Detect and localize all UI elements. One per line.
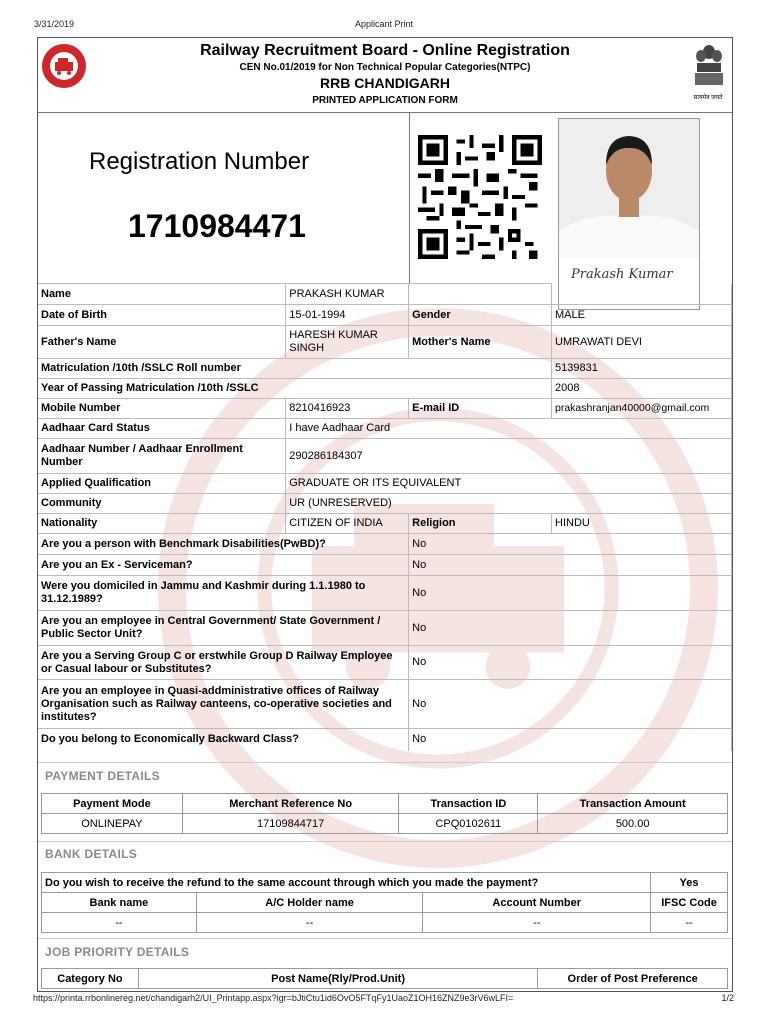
- table-row: [38, 326, 732, 359]
- aadhaar-status-value: I have Aadhaar Card: [286, 419, 732, 439]
- holder-name-value: --: [196, 913, 423, 933]
- father-name-value: HARESH KUMAR SINGH: [286, 326, 409, 359]
- table-row: [38, 419, 732, 439]
- table-row: [42, 794, 728, 814]
- table-row: [38, 359, 732, 379]
- name-value: PRAKASH KUMAR: [286, 284, 409, 305]
- aadhaar-number-label: Aadhaar Number / Aadhaar Enrollment Number: [38, 439, 286, 474]
- emblem-motto: सत्यमेव जयते: [693, 95, 723, 101]
- bank-name-value: --: [42, 913, 197, 933]
- print-title: Applicant Print: [354, 19, 414, 29]
- nationality-label: Nationality: [38, 514, 286, 534]
- page-url: https://printa.rrbonlinereg.net/chandigarh2/UI_Printapp.aspx?igr=bJtiCtu1id6OvO5FTqFy1UaoZ1OH16ZNZ9e3rV6wLFI=: [33, 993, 514, 1003]
- roll-number-label: Matriculation /10th /SSLC Roll number: [38, 359, 552, 379]
- print-date: 3/31/2019: [34, 19, 75, 29]
- table-row: [38, 555, 732, 576]
- table-row: [42, 969, 728, 989]
- table-row: [42, 814, 728, 834]
- quasi-employee-question: Are you an employee in Quasi-addministrative offices of Railway Organisation such as Railway canteens, co-operative societies and institutes?: [38, 680, 409, 729]
- transaction-amount-value: 500.00: [538, 814, 728, 834]
- table-row: [38, 494, 732, 514]
- jk-domicile-answer: No: [409, 576, 732, 611]
- bank-section-band: [38, 841, 732, 864]
- religion-label: Religion: [409, 514, 552, 534]
- transaction-id-value: CPQ0102611: [399, 814, 538, 834]
- category-no-header: Category No: [42, 969, 139, 989]
- ex-serviceman-answer: No: [409, 555, 732, 576]
- registration-label: Registration Number: [89, 148, 310, 175]
- job-priority-heading: JOB PRIORITY DETAILS: [45, 945, 190, 959]
- table-row: [38, 399, 732, 419]
- govt-employee-question: Are you an employee in Central Government/ State Government / Public Sector Unit?: [38, 611, 409, 646]
- aadhaar-status-label: Aadhaar Card Status: [38, 419, 286, 439]
- aadhaar-number-value: 290286184307: [286, 439, 732, 474]
- mobile-label: Mobile Number: [38, 399, 286, 419]
- account-number-header: Account Number: [423, 893, 651, 913]
- table-row: [38, 646, 732, 680]
- form-header: [38, 38, 732, 113]
- gender-label: Gender: [409, 305, 552, 326]
- registration-box: [38, 113, 410, 283]
- national-emblem-icon: [692, 42, 726, 92]
- ebc-question: Do you belong to Economically Backward Class?: [38, 729, 409, 751]
- dob-value: 15-01-1994: [286, 305, 409, 326]
- post-name-header: Post Name(Rly/Prod.Unit): [138, 969, 537, 989]
- ex-serviceman-question: Are you an Ex - Serviceman?: [38, 555, 409, 576]
- bank-table: [41, 872, 728, 933]
- form-subtitle: CEN No.01/2019 for Non Technical Popular Categories(NTPC): [239, 62, 531, 73]
- passing-year-label: Year of Passing Matriculation /10th /SSLC: [38, 379, 552, 399]
- qualification-label: Applied Qualification: [38, 474, 286, 494]
- board-name: RRB CHANDIGARH: [320, 75, 450, 91]
- refund-answer: Yes: [651, 873, 728, 893]
- table-row: [38, 474, 732, 494]
- jk-domicile-question: Were you domiciled in Jammu and Kashmir during 1.1.1980 to 31.12.1989?: [38, 576, 409, 611]
- payment-mode-value: ONLINEPAY: [42, 814, 183, 834]
- applicant-photo-icon: [559, 119, 699, 259]
- ifsc-value: --: [651, 913, 728, 933]
- form-type: PRINTED APPLICATION FORM: [312, 95, 458, 106]
- email-value: prakashranjan40000@gmail.com: [552, 399, 732, 419]
- form-title: Railway Recruitment Board - Online Registration: [200, 42, 570, 59]
- table-row: [42, 873, 728, 893]
- account-number-value: --: [423, 913, 651, 933]
- gender-value: MALE: [552, 305, 732, 326]
- email-label: E-mail ID: [409, 399, 552, 419]
- ebc-answer: No: [409, 729, 732, 751]
- applicant-details-table: [38, 283, 732, 751]
- table-row: [38, 729, 732, 751]
- dob-label: Date of Birth: [38, 305, 286, 326]
- job-priority-table: [41, 968, 728, 989]
- passing-year-value: 2008: [552, 379, 732, 399]
- payment-heading: PAYMENT DETAILS: [45, 769, 160, 783]
- transaction-id-header: Transaction ID: [399, 794, 538, 814]
- applicant-signature: Prakash Kumar: [571, 267, 673, 282]
- table-row: [38, 305, 732, 326]
- payment-mode-header: Payment Mode: [42, 794, 183, 814]
- table-row: [38, 379, 732, 399]
- quasi-employee-answer: No: [409, 680, 732, 729]
- table-row: [38, 534, 732, 555]
- railway-employee-answer: No: [409, 646, 732, 680]
- bank-heading: BANK DETAILS: [45, 847, 138, 861]
- registration-number: 1710984471: [128, 208, 306, 244]
- community-value: UR (UNRESERVED): [286, 494, 732, 514]
- roll-number-value: 5139831: [552, 359, 732, 379]
- qr-code-icon: [418, 135, 542, 259]
- name-label: Name: [38, 284, 286, 305]
- table-row: [38, 439, 732, 474]
- bank-name-header: Bank name: [42, 893, 197, 913]
- refund-question: Do you wish to receive the refund to the same account through which you made the payment?: [42, 873, 651, 893]
- merchant-ref-header: Merchant Reference No: [182, 794, 399, 814]
- merchant-ref-value: 17109844717: [182, 814, 399, 834]
- transaction-amount-header: Transaction Amount: [538, 794, 728, 814]
- qualification-value: GRADUATE OR ITS EQUIVALENT: [286, 474, 732, 494]
- table-row: [42, 893, 728, 913]
- mother-name-value: UMRAWATI DEVI: [552, 326, 732, 359]
- application-form: [37, 37, 733, 992]
- mobile-value: 8210416923: [286, 399, 409, 419]
- religion-value: HINDU: [552, 514, 732, 534]
- table-row: [42, 913, 728, 933]
- ifsc-header: IFSC Code: [651, 893, 728, 913]
- table-row: [38, 611, 732, 646]
- railway-employee-question: Are you a Serving Group C or erstwhile Group D Railway Employee or Casual labour or Substitutes?: [38, 646, 409, 680]
- mother-name-label: Mother's Name: [409, 326, 552, 359]
- pwbd-question: Are you a person with Benchmark Disabilities(PwBD)?: [38, 534, 409, 555]
- table-row: [38, 576, 732, 611]
- community-label: Community: [38, 494, 286, 514]
- table-row: [38, 284, 732, 305]
- nationality-value: CITIZEN OF INDIA: [286, 514, 409, 534]
- payment-table: [41, 793, 728, 834]
- father-name-label: Father's Name: [38, 326, 286, 359]
- table-row: [38, 680, 732, 729]
- pwbd-answer: No: [409, 534, 732, 555]
- page-number: 1/2: [721, 993, 734, 1003]
- post-preference-header: Order of Post Preference: [538, 969, 728, 989]
- applicant-photo: [558, 118, 700, 310]
- govt-employee-answer: No: [409, 611, 732, 646]
- table-row: [38, 514, 732, 534]
- holder-name-header: A/C Holder name: [196, 893, 423, 913]
